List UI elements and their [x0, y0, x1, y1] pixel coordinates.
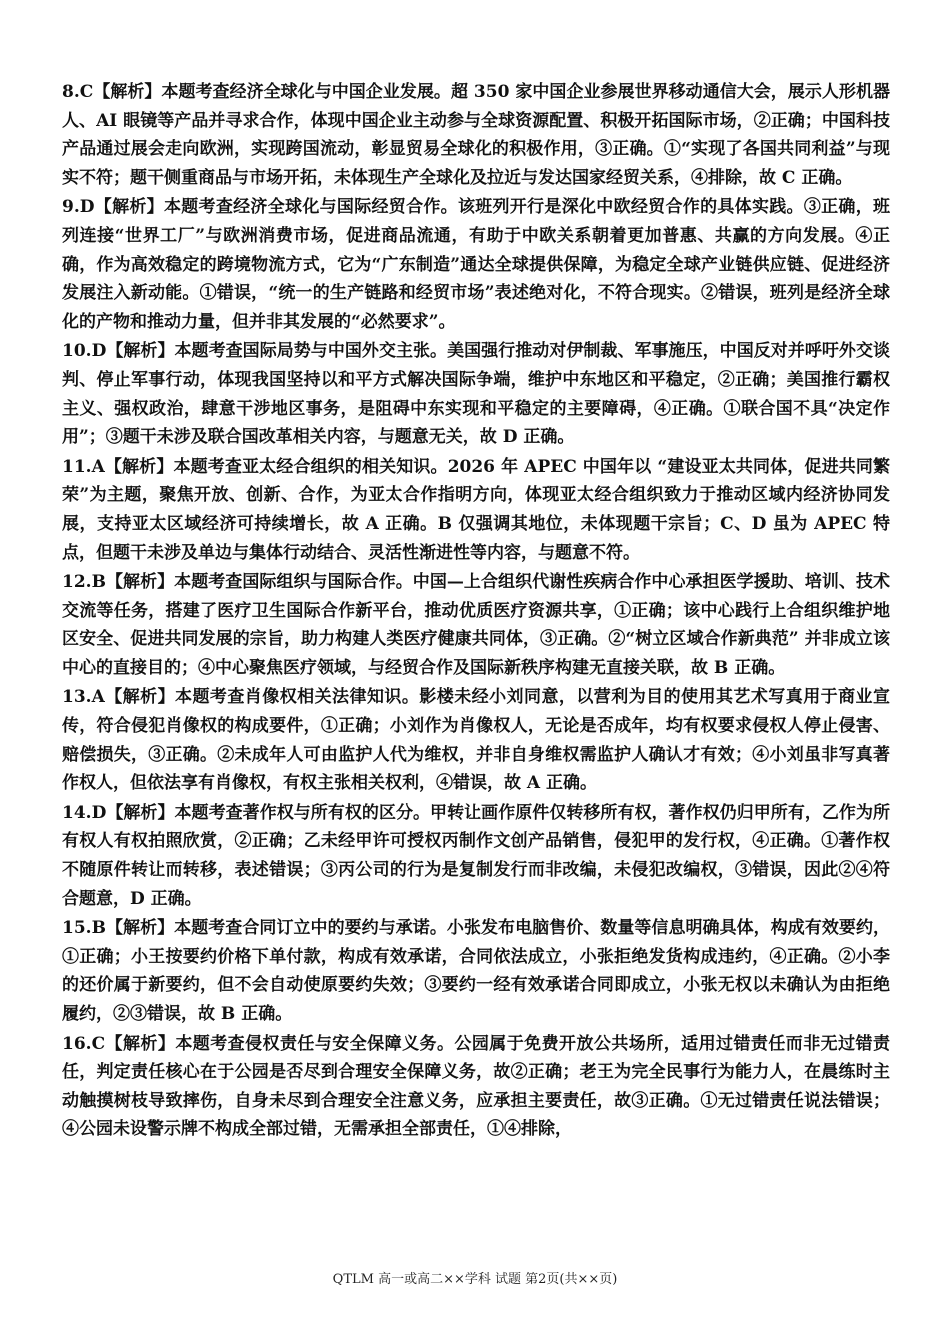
answer-analysis-text: 【解析】本题考查国际组织与国际合作。中国—上合组织代谢性疾病合作中心承担医学援助、培训、技术交流等任务，搭建了医疗卫生国际合作新平台，推动优质医疗资源共享，①正确；该中心践行上合组织维护地区安全、促进共同发展的宗旨，助力构建人类医疗健康共同体，③正确。②“树立区域合作新典范” 并非成立该中心的直接目的；④中心聚焦医疗领域，与经贸合作及国际新秩序构建无直接关联，故 B 正确。: [62, 572, 890, 678]
answer-item-15: [62, 914, 890, 1028]
answer-analysis-text: 【解析】本题考查肖像权相关法律知识。影楼未经小刘同意，以营利为目的使用其艺术写真用于商业宣传，符合侵犯肖像权的构成要件，①正确；小刘作为肖像权人，无论是否成年，均有权要求侵权人停止侵害、赔偿损失，③正确。②未成年人可由监护人代为维权，并非自身维权需监护人确认才有效；④小刘虽非写真著作权人，但依法享有肖像权，有权主张相关权利，④错误，故 A 正确。: [62, 687, 890, 794]
answer-item-11: [62, 453, 890, 567]
answer-number: 10.D: [62, 341, 107, 362]
answer-number: 12.B: [62, 572, 106, 593]
answer-item-10: [62, 337, 890, 451]
answer-number: 14.D: [62, 802, 107, 823]
answer-number: 13.A: [62, 687, 105, 708]
answer-analysis-text: 【解析】本题考查国际局势与中国外交主张。美国强行推动对伊制裁、军事施压，中国反对并呼吁外交谈判、停止军事行动，体现我国坚持以和平方式解决国际争端，维护中东地区和平稳定，②正确；美国推行霸权主义、强权政治，肆意干涉地区事务，是阻碍中东实现和平稳定的主要障碍，④正确。①联合国不具“决定作用”；③题干未涉及联合国改革相关内容，与题意无关，故 D 正确。: [62, 341, 890, 448]
answer-item-12: [62, 568, 890, 682]
answer-number: 16.C: [62, 1033, 106, 1054]
answer-analysis-text: 【解析】本题考查著作权与所有权的区分。甲转让画作原件仅转移所有权，著作权仍归甲所有，乙作为所有权人有权拍照欣赏，②正确；乙未经甲许可授权丙制作文创产品销售，侵犯甲的发行权，④正确。①著作权不随原件转让而转移，表述错误；③丙公司的行为是复制发行而非改编，未侵犯改编权，③错误，因此②④符合题意，D 正确。: [62, 802, 890, 909]
answer-analysis-text: 【解析】本题考查侵权责任与安全保障义务。公园属于免费开放公共场所，适用过错责任而非无过错责任，判定责任核心在于公园是否尽到合理安全保障义务，故②正确；老王为完全民事行为能力人，在晨练时主动触摸树枝导致摔伤，自身未尽到合理安全注意义务，应承担主要责任，故③正确。①无过错责任说法错误；④公园未设警示牌不构成全部过错，无需承担全部责任，①④排除，: [62, 1033, 890, 1140]
answer-item-14: [62, 799, 890, 913]
answer-item-16: [62, 1030, 890, 1144]
answer-analysis-text: 【解析】本题考查合同订立中的要约与承诺。小张发布电脑售价、数量等信息明确具体，构成有效要约，①正确；小王按要约价格下单付款，构成有效承诺，合同依法成立，小张拒绝发货构成违约，④正确。②小李的还价属于新要约，但不会自动使原要约失效；③要约一经有效承诺合同即成立，小张无权以未确认为由拒绝履约，②③错误，故 B 正确。: [62, 918, 890, 1024]
answer-number: 9.D: [62, 197, 95, 218]
answer-analysis-text: 【解析】本题考查亚太经合组织的相关知识。2026 年 APEC 中国年以 “建设亚太共同体，促进共同繁荣”为主题，聚焦开放、创新、合作，为亚太合作指明方向，体现亚太经合组织致力于推动区域内经济协同发展，支持亚太区域经济可持续增长，故 A 正确。B 仅强调其地位，未体现题干宗旨；C、D 虽为 APEC 特点，但题干未涉及单边与集体行动结合、灵活性渐进性等内容，与题意不符。: [62, 456, 890, 563]
page-footer: QTLM 高一或高二××学科 试题 第2页(共××页): [332, 1272, 618, 1287]
answer-analysis-list: [62, 78, 890, 1145]
answer-number: 15.B: [62, 918, 106, 939]
answer-analysis-text: 【解析】本题考查经济全球化与中国企业发展。超 350 家中国企业参展世界移动通信大会，展示人形机器人、AI 眼镜等产品并寻求合作，体现中国企业主动参与全球资源配置、积极开拓国际市场，②正确；中国科技产品通过展会走向欧洲，实现跨国流动，彰显贸易全球化的积极作用，③正确。①“实现了各国共同利益”与现实不符；题干侧重商品与市场开拓，未体现生产全球化及拉近与发达国家经贸关系，④排除，故 C 正确。: [62, 82, 890, 188]
answer-number: 11.A: [62, 456, 105, 477]
answer-number: 8.C: [62, 82, 94, 102]
answer-item-9: [62, 193, 890, 336]
answer-item-13: [62, 683, 890, 797]
answer-item-8: [62, 78, 890, 192]
answer-analysis-text: 【解析】本题考查经济全球化与国际经贸合作。该班列开行是深化中欧经贸合作的具体实践。③正确，班列连接“世界工厂”与欧洲消费市场，促进商品流通，有助于中欧关系朝着更加普惠、共赢的方向发展。④正确，作为高效稳定的跨境物流方式，它为“广东制造”通达全球提供保障，为稳定全球产业链供应链、促进经济发展注入新动能。①错误，“统一的生产链路和经贸市场”表述绝对化，不符合现实。②错误，班列是经济全球化的产物和推动力量，但并非其发展的“必然要求”。: [62, 197, 890, 332]
